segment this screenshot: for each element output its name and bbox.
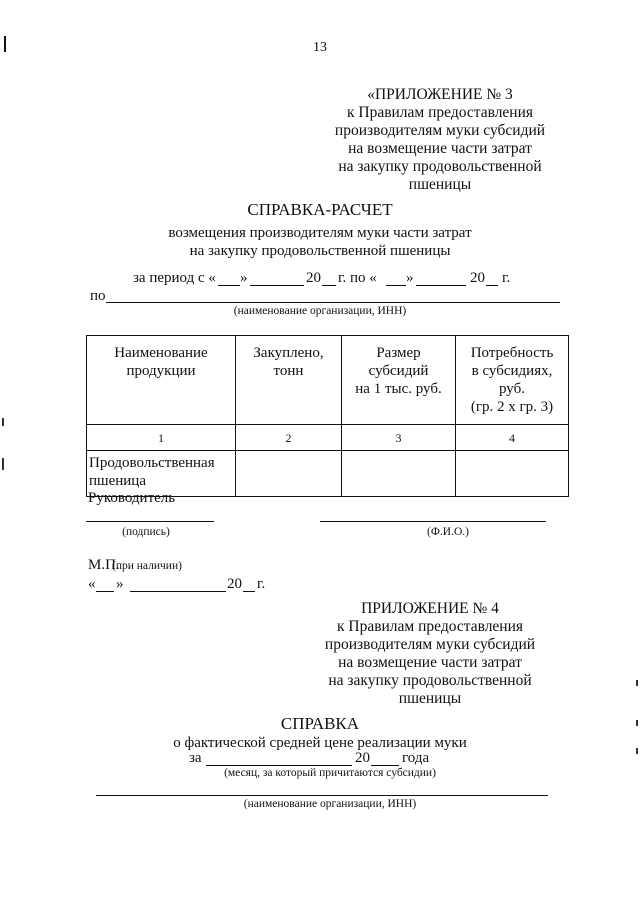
margin-tick	[2, 458, 4, 470]
column-number: 4	[456, 425, 569, 451]
period-year-blank	[322, 285, 336, 286]
stamp-note: (при наличии)	[112, 560, 182, 572]
subtitle-line: на закупку продовольственной пшеницы	[189, 243, 451, 259]
purchased-tons-cell	[236, 451, 342, 497]
period-day-blank	[218, 285, 240, 286]
date-month-blank	[130, 591, 226, 592]
appendix-4-header	[300, 600, 560, 708]
period-year-prefix: 20	[306, 270, 321, 286]
form2-month-blank	[206, 765, 352, 766]
period-close-quote: »	[240, 270, 248, 286]
appendix-line: пшеницы	[408, 176, 472, 193]
form2-year-suffix: года	[402, 750, 430, 766]
form2-period-prefix: за	[189, 750, 202, 766]
header-text: руб.	[499, 381, 525, 397]
subsidy-need-cell	[456, 451, 569, 497]
form2-period-caption: (месяц, за который причитаются субсидии)	[224, 767, 436, 779]
margin-tick	[2, 418, 4, 426]
appendix-3-header	[310, 86, 570, 194]
form2-org-caption: (наименование организации, ИНН)	[243, 798, 417, 810]
date-year-suffix: г.	[257, 576, 266, 592]
appendix-line: пшеницы	[398, 690, 462, 707]
header-text: Наименование	[114, 345, 208, 361]
header-text: Закуплено,	[253, 345, 324, 361]
form2-org-blank	[96, 795, 548, 796]
period-year-suffix: г. по «	[338, 270, 377, 286]
date-close-quote: »	[116, 576, 124, 592]
period-day-blank	[386, 285, 406, 286]
date-open-quote: «	[88, 576, 96, 592]
appendix-line: на закупку продовольственной	[328, 672, 532, 689]
form2-subtitle: о фактической средней цене реализации муки	[173, 735, 467, 751]
date-year-blank	[243, 591, 255, 592]
column-number: 3	[342, 425, 456, 451]
appendix-line: к Правилам предоставления	[346, 104, 534, 121]
period-month-blank	[250, 285, 304, 286]
org-prefix: по	[90, 288, 106, 304]
subsidy-rate-cell	[342, 451, 456, 497]
product-name: Продовольственная	[89, 455, 215, 471]
org-caption: (наименование организации, ИНН)	[233, 305, 407, 317]
form2-year-prefix: 20	[355, 750, 370, 766]
appendix-line: к Правилам предоставления	[336, 618, 524, 635]
header-cell	[236, 336, 342, 425]
header-text: продукции	[126, 363, 196, 379]
head-label: Руководитель	[88, 490, 176, 506]
appendix-line: на возмещение части затрат	[348, 140, 532, 157]
org-name-blank	[106, 302, 560, 303]
signature-caption: (подпись)	[122, 526, 170, 538]
appendix-line: на закупку продовольственной	[338, 158, 542, 175]
calculation-table	[86, 335, 569, 497]
period-close-quote: »	[406, 270, 414, 286]
column-number-row	[87, 425, 569, 451]
fio-blank	[320, 521, 546, 522]
form2-title: СПРАВКА	[280, 714, 360, 733]
fio-caption: (Ф.И.О.)	[427, 526, 469, 538]
column-number: 1	[87, 425, 236, 451]
page-number: 13	[313, 40, 327, 55]
header-text: (гр. 2 х гр. 3)	[470, 399, 554, 415]
period-month-blank	[416, 285, 466, 286]
column-number: 2	[236, 425, 342, 451]
period-year-suffix: г.	[502, 270, 511, 286]
date-year-prefix: 20	[227, 576, 242, 592]
header-cell	[342, 336, 456, 425]
header-text: Потребность	[470, 345, 554, 361]
period-year-prefix: 20	[470, 270, 485, 286]
form2-year-blank	[371, 765, 399, 766]
appendix-line: производителям муки субсидий	[334, 122, 546, 139]
appendix-line: производителям муки субсидий	[324, 636, 536, 653]
period-label: за период с «	[133, 270, 216, 286]
period-year-blank	[486, 285, 498, 286]
appendix-line: ПРИЛОЖЕНИЕ № 4	[361, 600, 499, 617]
signature-blank	[86, 521, 214, 522]
appendix-line: «ПРИЛОЖЕНИЕ № 3	[367, 86, 513, 103]
form1-title: СПРАВКА-РАСЧЕТ	[247, 200, 393, 219]
product-name: пшеница	[89, 473, 146, 489]
margin-tick	[636, 680, 638, 686]
header-cell	[87, 336, 236, 425]
header-text: Размер	[376, 345, 421, 361]
appendix-line: на возмещение части затрат	[338, 654, 522, 671]
header-text: тонн	[273, 363, 304, 379]
subtitle-line: возмещения производителям муки части затрат	[168, 225, 472, 241]
table-header-row	[87, 336, 569, 425]
form1-subtitle	[0, 224, 640, 260]
header-cell	[456, 336, 569, 425]
stamp-label: М.П.	[88, 557, 120, 573]
date-day-blank	[96, 591, 114, 592]
header-text: субсидий	[368, 363, 429, 379]
header-text: в субсидиях,	[471, 363, 553, 379]
header-text: на 1 тыс. руб.	[355, 381, 442, 397]
